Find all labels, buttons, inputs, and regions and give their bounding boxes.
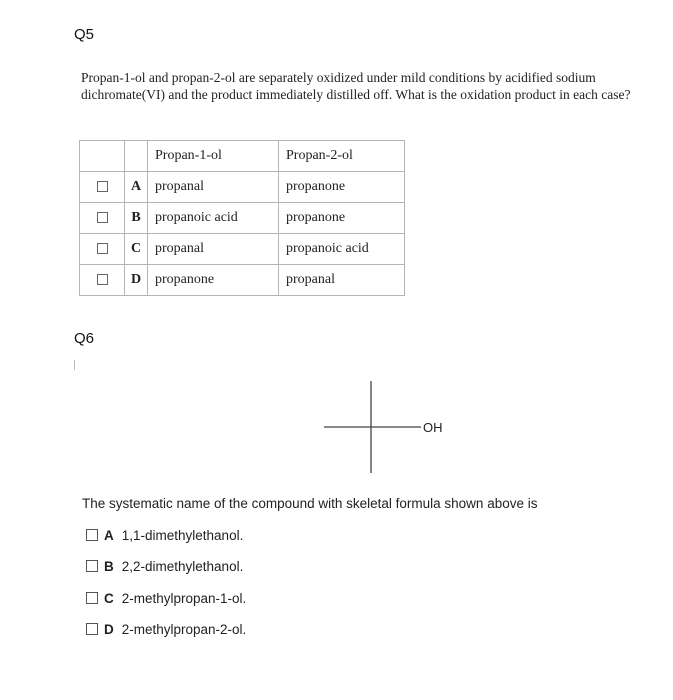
q6-question-text: The systematic name of the compound with skeletal formula shown above is [82,496,538,511]
q5-option-b-letter: B [125,203,148,234]
q5-option-row-b[interactable] [80,203,405,234]
q5-option-b-col1: propanoic acid [148,203,279,234]
q5-option-c-letter: C [125,234,148,265]
q6-option-c[interactable] [86,591,246,606]
q5-option-b-checkbox[interactable] [97,212,108,223]
q6-option-a-letter: A [104,528,114,543]
q5-option-d-checkbox[interactable] [97,274,108,285]
q6-label: Q6 [74,330,95,347]
q5-option-c-col1: propanal [148,234,279,265]
q5-header-propan-1-ol: Propan-1-ol [148,141,279,172]
q5-option-row-c[interactable] [80,234,405,265]
q5-option-b-col2: propanone [279,203,405,234]
q5-option-c-col2: propanoic acid [279,234,405,265]
q5-header-propan-2-ol: Propan-2-ol [279,141,405,172]
q6-option-a[interactable] [86,528,243,543]
q5-option-a-col2: propanone [279,172,405,203]
q5-option-row-d[interactable] [80,265,405,296]
q6-option-c-letter: C [104,591,114,606]
q5-option-d-letter: D [125,265,148,296]
q6-option-c-text: 2-methylpropan-1-ol. [121,591,247,606]
q6-option-b-letter: B [104,559,114,574]
q6-option-b[interactable] [86,559,243,574]
stray-mark [74,360,75,370]
q6-option-c-checkbox[interactable] [86,592,98,604]
q5-table-header-row [80,141,405,172]
q6-option-b-text: 2,2-dimethylethanol. [121,559,244,574]
q5-option-row-a[interactable] [80,172,405,203]
q6-option-d-checkbox[interactable] [86,623,98,635]
q5-options-table [79,140,405,296]
q5-option-c-checkbox[interactable] [97,243,108,254]
q5-option-d-col1: propanone [148,265,279,296]
q6-option-d[interactable] [86,622,246,637]
oh-group-label: OH [423,420,443,435]
q6-option-d-letter: D [104,622,114,637]
q5-option-d-col2: propanal [279,265,405,296]
q6-option-b-checkbox[interactable] [86,560,98,572]
q6-option-d-text: 2-methylpropan-2-ol. [121,622,247,637]
q5-option-a-col1: propanal [148,172,279,203]
q5-question-text: Propan-1-ol and propan-2-ol are separately oxidized under mild conditions by acidified sodium dichromate(VI) and the product immediately distilled off. What is the oxidation product in each case? [81,70,631,102]
skeletal-formula-diagram [318,376,458,476]
q5-option-a-checkbox[interactable] [97,181,108,192]
q5-label: Q5 [74,26,95,43]
q5-option-a-letter: A [125,172,148,203]
q6-option-a-checkbox[interactable] [86,529,98,541]
q6-option-a-text: 1,1-dimethylethanol. [121,528,244,543]
